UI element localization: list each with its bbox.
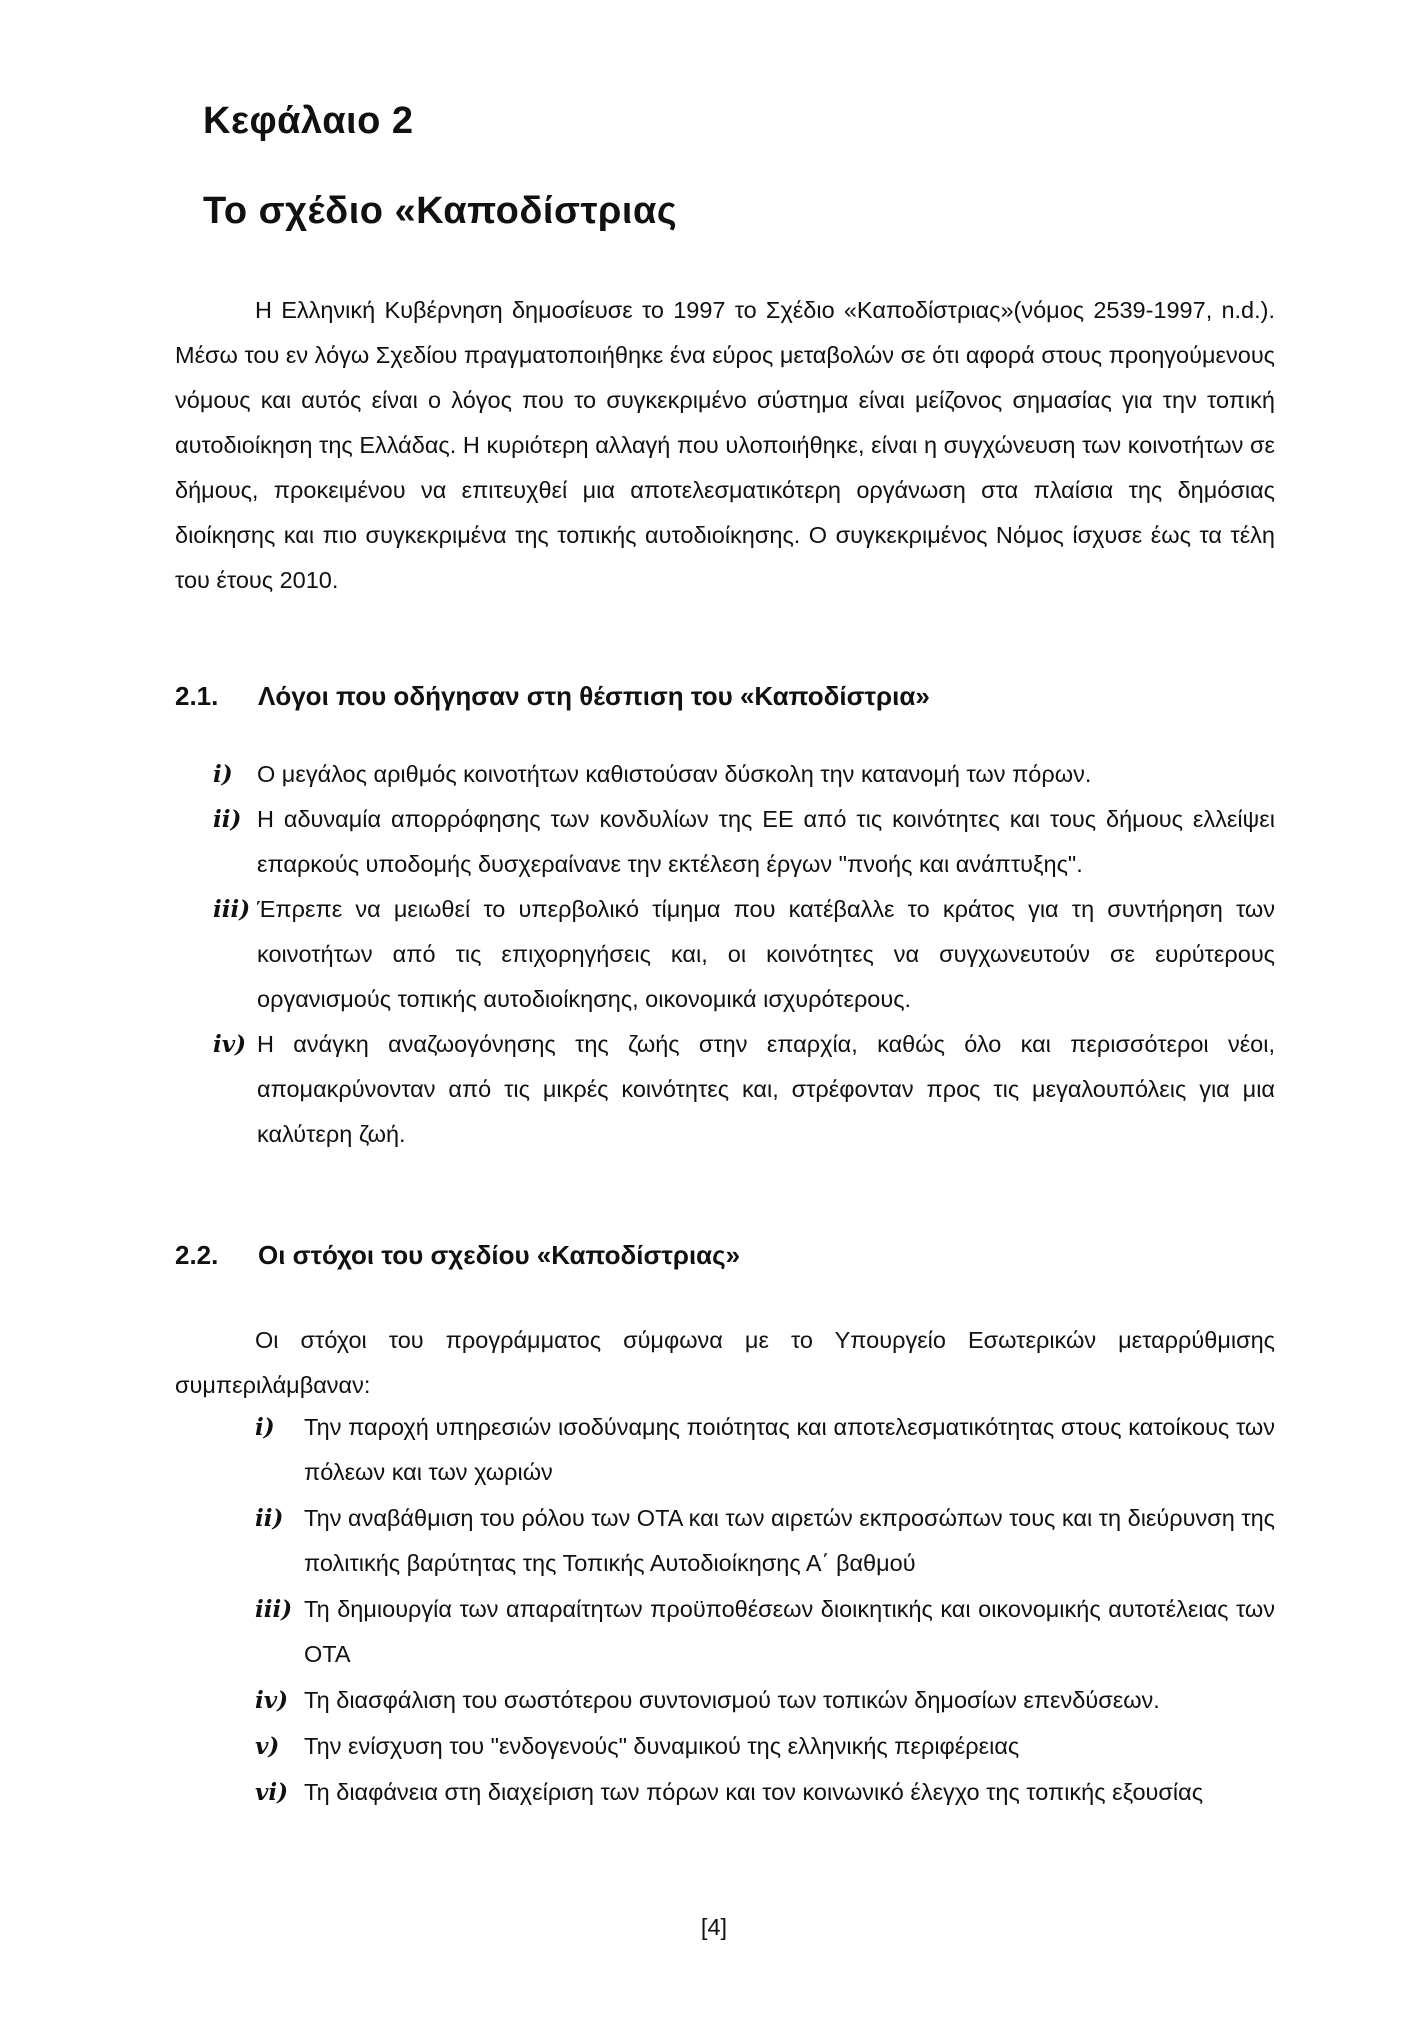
list-marker: iv) [213,1031,246,1058]
section-title: Λόγοι που οδήγησαν στη θέσπιση του «Καποδίστρια» [258,681,930,711]
section-heading-2-2 [175,1240,740,1271]
list-marker: iii) [213,896,251,923]
list-item [213,887,1275,1022]
reasons-list [213,752,1275,1157]
list-item-text: Τη διασφάλιση του σωστότερου συντονισμού των τοπικών δημοσίων επενδύσεων. [304,1687,1160,1713]
list-item-text: Η αδυναμία απορρόφησης των κονδυλίων της ΕΕ από τις κοινότητες και τους δήμους ελλείψει επαρκούς υποδομής δυσχεραίνανε την εκτέλεση έργων "πνοής και ανάπτυξης". [257,806,1275,877]
list-marker: vi) [255,1779,288,1806]
list-item [255,1770,1275,1815]
list-marker: ii) [255,1505,284,1532]
list-item-text: Την παροχή υπηρεσιών ισοδύναμης ποιότητας και αποτελεσματικότητας στους κατοίκους των πόλεων και των χωριών [304,1414,1275,1485]
list-item [213,752,1275,797]
page-number: [4] [700,1914,728,1940]
list-item [255,1496,1275,1586]
list-item-text: Την ενίσχυση του "ενδογενούς" δυναμικού της ελληνικής περιφέρειας [304,1733,1020,1759]
list-item-text: Η ανάγκη αναζωογόνησης της ζωής στην επαρχία, καθώς όλο και περισσότεροι νέοι, απομακρύνονταν από τις μικρές κοινότητες και, στρέφονταν προς τις μεγαλουπόλεις για μια καλύτερη ζωή. [257,1031,1275,1147]
list-item-text: Την αναβάθμιση του ρόλου των ΟΤΑ και των αιρετών εκπροσώπων τους και τη διεύρυνση της πολιτικής βαρύτητας της Τοπικής Αυτοδιοίκησης Α΄ βαθμού [304,1505,1275,1576]
list-item-text: Τη διαφάνεια στη διαχείριση των πόρων και τον κοινωνικό έλεγχο της τοπικής εξουσίας [304,1779,1204,1805]
goals-list [255,1405,1275,1815]
list-marker: i) [213,761,233,788]
list-item [255,1587,1275,1677]
list-item [255,1678,1275,1723]
intro-paragraph: Η Ελληνική Κυβέρνηση δημοσίευσε το 1997 το Σχέδιο «Καποδίστριας»(νόμος 2539-1997, n.d.). Μέσω του εν λόγω Σχεδίου πραγματοποιήθηκε ένα εύρος μεταβολών σε ότι αφορά στους προηγούμενους νόμους και αυτός είναι ο λόγος που το συγκεκριμένο σύστημα είναι μείζονος σημασίας για την τοπική αυτοδιοίκηση της Ελλάδας. Η κυριότερη αλλαγή που υλοποιήθηκε, είναι η συγχώνευση των κοινοτήτων σε δήμους, προκειμένου να επιτευχθεί μια αποτελεσματικότερη οργάνωση στα πλαίσια της δημόσιας διοίκησης και πιο συγκεκριμένα της τοπικής αυτοδιοίκησης. Ο συγκεκριμένος Νόμος ίσχυσε έως τα τέλη του έτους 2010. [175,297,1275,593]
list-item-text: Ο μεγάλος αριθμός κοινοτήτων καθιστούσαν δύσκολη την κατανομή των πόρων. [257,761,1092,787]
list-item [255,1405,1275,1495]
list-item [213,797,1275,887]
list-item-text: Έπρεπε να μειωθεί το υπερβολικό τίμημα που κατέβαλλε το κράτος για τη συντήρηση των κοινοτήτων από τις επιχορηγήσεις και, οι κοινότητες να συγχωνευτούν σε ευρύτερους οργανισμούς τοπικής αυτοδιοίκησης, οικονομικά ισχυρότερους. [257,896,1275,1012]
list-marker: ii) [213,806,242,833]
list-marker: iv) [255,1687,288,1714]
list-marker: v) [255,1733,280,1760]
list-item-text: Τη δημιουργία των απαραίτητων προϋποθέσεων διοικητικής και οικονομικής αυτοτέλειας των ΟΤΑ [304,1596,1275,1667]
section-heading-2-1 [175,681,930,712]
list-item [213,1022,1275,1157]
section-number: 2.1. [175,681,219,711]
section-number: 2.2. [175,1240,219,1270]
list-item [255,1724,1275,1769]
chapter-title: Το σχέδιο «Καποδίστριας [203,190,678,232]
section-title: Οι στόχοι του σχεδίου «Καποδίστριας» [258,1240,741,1270]
chapter-label: Κεφάλαιο 2 [203,100,414,142]
list-marker: iii) [255,1596,293,1623]
section-intro-paragraph: Οι στόχοι του προγράμματος σύμφωνα με το Υπουργείο Εσωτερικών μεταρρύθμισης συμπεριλάμβαναν: [175,1327,1275,1398]
list-marker: i) [255,1414,275,1441]
